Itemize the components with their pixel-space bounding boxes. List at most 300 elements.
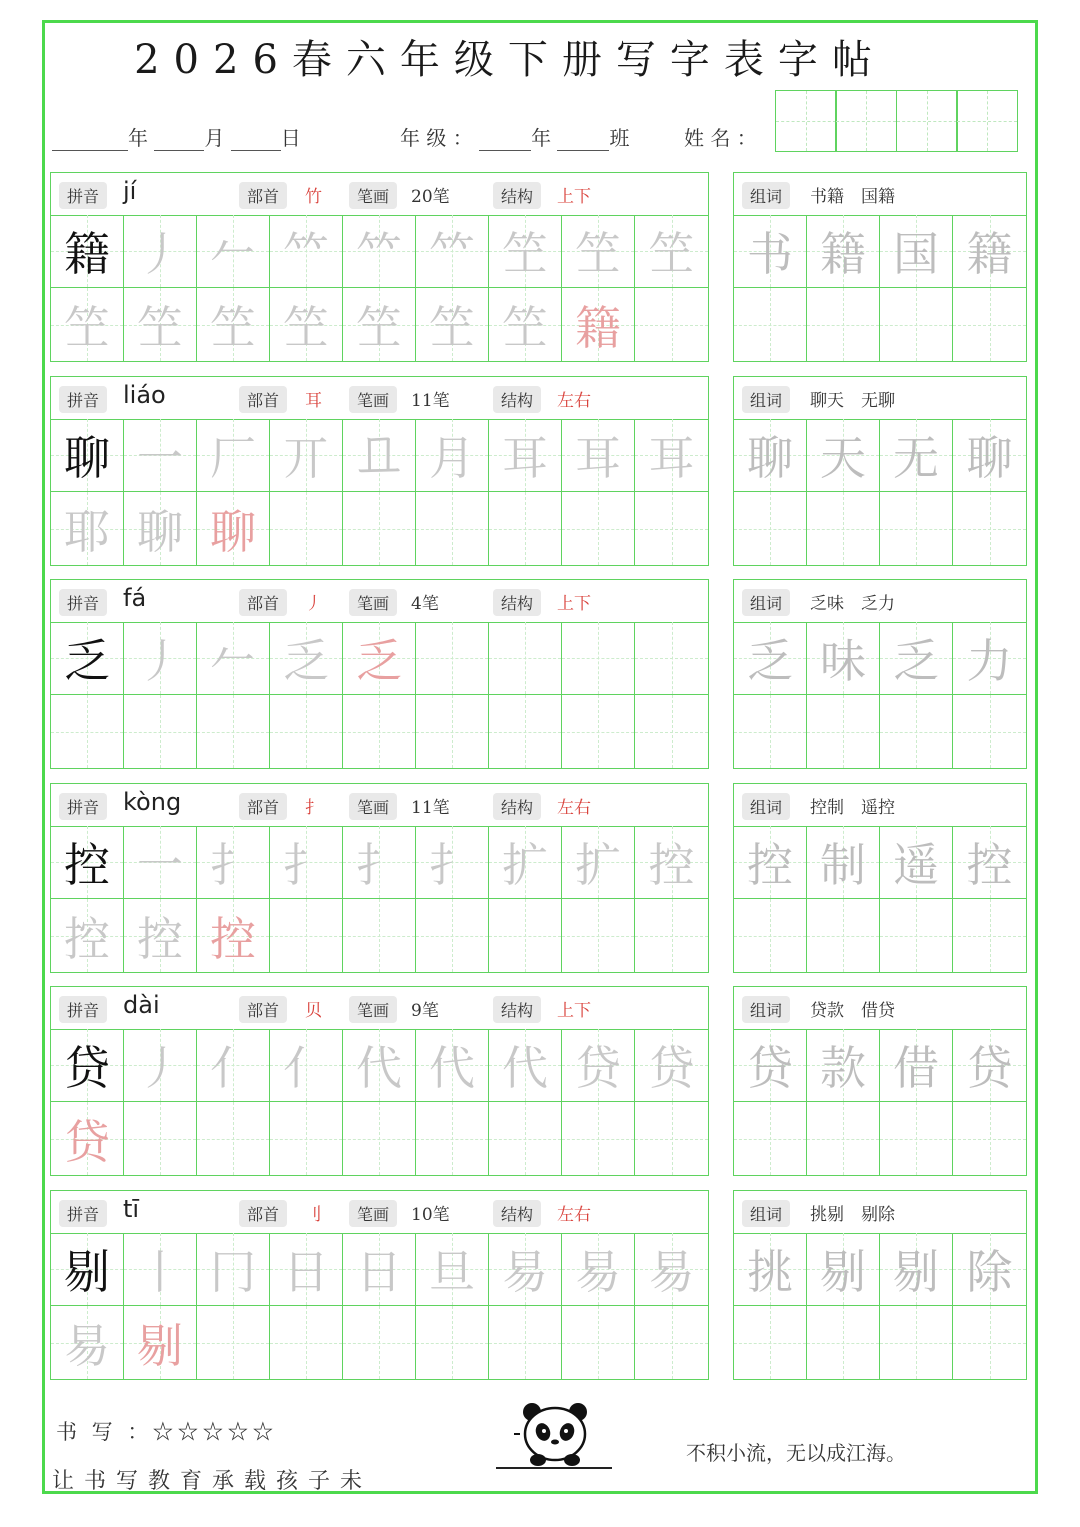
name-cell[interactable] <box>896 90 958 152</box>
cell-char: 冂 <box>210 1245 256 1299</box>
word-trace-cell[interactable] <box>807 826 880 899</box>
stroke-order-cell[interactable] <box>124 826 197 899</box>
cell-char: 一 <box>137 838 183 892</box>
cell-char: 剔 <box>893 1245 939 1299</box>
char-info-header <box>51 377 708 420</box>
char-practice-box <box>50 783 709 973</box>
stroke-order-cell[interactable] <box>51 1306 124 1379</box>
day-label: 日 <box>280 126 301 150</box>
cell-char: 笁 <box>648 227 695 281</box>
radical-tag: 部首 <box>239 589 287 616</box>
day-blank[interactable] <box>231 130 281 151</box>
word-trace-cell[interactable] <box>807 419 880 492</box>
word-trace-cell[interactable] <box>734 419 807 492</box>
cell-char: 笁 <box>137 300 183 355</box>
cell-char: 籍 <box>64 227 110 281</box>
word-header <box>734 1191 1026 1234</box>
structure-value: 左右 <box>557 1205 591 1225</box>
writing-rating: 书 写 ：☆☆☆☆☆ <box>56 1420 278 1444</box>
blank-practice-cell[interactable] <box>562 1306 635 1379</box>
blank-practice-cell[interactable] <box>635 1102 708 1175</box>
stroke-order-cell[interactable] <box>343 288 416 361</box>
char-info-header <box>51 784 708 827</box>
blank-word-cell[interactable] <box>880 288 953 361</box>
blank-practice-cell[interactable] <box>343 1102 416 1175</box>
cell-char: 耳 <box>648 431 695 485</box>
structure-value: 上下 <box>557 187 591 207</box>
blank-practice-cell[interactable] <box>343 695 416 768</box>
stroke-order-cell[interactable] <box>416 288 489 361</box>
blank-practice-cell[interactable] <box>562 622 635 695</box>
structure-tag: 结构 <box>493 793 541 820</box>
stroke-order-cell[interactable] <box>562 215 635 288</box>
cell-char: 籍 <box>575 300 621 355</box>
words-tag: 组词 <box>742 793 790 820</box>
stroke-order-cell[interactable] <box>197 419 270 492</box>
words-tag: 组词 <box>742 1200 790 1227</box>
cell-char: 代 <box>429 1041 475 1095</box>
word-trace-cell[interactable] <box>880 622 953 695</box>
blank-word-cell[interactable] <box>734 288 807 361</box>
strokes-value: 10笔 <box>411 1205 450 1225</box>
cell-char: 易 <box>648 1245 695 1299</box>
blank-word-cell[interactable] <box>953 695 1026 768</box>
model-char[interactable] <box>51 215 124 288</box>
strokes-tag: 笔画 <box>349 182 397 209</box>
blank-practice-cell[interactable] <box>270 899 343 972</box>
cell-char: 贷 <box>575 1041 621 1095</box>
stroke-order-cell[interactable] <box>124 622 197 695</box>
class-blank[interactable] <box>557 130 609 151</box>
stroke-order-cell[interactable] <box>489 826 562 899</box>
cell-char: 聊 <box>210 504 256 559</box>
blank-practice-cell[interactable] <box>562 695 635 768</box>
cell-char: 国 <box>893 227 939 281</box>
stroke-order-cell[interactable] <box>51 899 124 972</box>
stroke-order-cell[interactable] <box>197 826 270 899</box>
blank-practice-cell[interactable] <box>416 1306 489 1379</box>
blank-practice-cell[interactable] <box>635 288 708 361</box>
pinyin-value: jí <box>123 177 137 205</box>
blank-word-cell[interactable] <box>807 899 880 972</box>
cell-char: 笁 <box>502 227 548 281</box>
structure-value: 左右 <box>557 798 591 818</box>
word-trace-cell[interactable] <box>734 1029 807 1102</box>
model-char[interactable] <box>51 826 124 899</box>
motto: 不积小流，无以成江海。 <box>686 1441 906 1465</box>
strokes-tag: 笔画 <box>349 1200 397 1227</box>
stroke-order-cell[interactable] <box>197 899 270 972</box>
structure-value: 左右 <box>557 391 591 411</box>
cell-char: 遥 <box>893 838 939 892</box>
blank-word-cell[interactable] <box>807 1102 880 1175</box>
word-trace-cell[interactable] <box>953 1233 1026 1306</box>
cell-char: 贷 <box>747 1041 793 1095</box>
blank-word-cell[interactable] <box>734 1306 807 1379</box>
word-trace-cell[interactable] <box>807 1029 880 1102</box>
month-blank[interactable] <box>154 130 204 151</box>
structure-tag: 结构 <box>493 182 541 209</box>
blank-practice-cell[interactable] <box>489 622 562 695</box>
blank-word-cell[interactable] <box>734 695 807 768</box>
blank-practice-cell[interactable] <box>51 695 124 768</box>
blank-practice-cell[interactable] <box>489 899 562 972</box>
cell-char: 笁 <box>429 300 475 355</box>
pinyin-tag: 拼音 <box>59 793 107 820</box>
structure-tag: 结构 <box>493 589 541 616</box>
stroke-order-cell[interactable] <box>489 1233 562 1306</box>
grade-year-label: 年 <box>531 126 552 150</box>
char-practice-box <box>50 376 709 566</box>
stroke-order-cell[interactable] <box>124 419 197 492</box>
stroke-order-cell[interactable] <box>416 1233 489 1306</box>
strokes-tag: 笔画 <box>349 386 397 413</box>
word-trace-cell[interactable] <box>807 215 880 288</box>
stroke-order-cell[interactable] <box>562 419 635 492</box>
stroke-order-cell[interactable] <box>124 1029 197 1102</box>
panda-icon <box>494 1398 614 1470</box>
blank-practice-cell[interactable] <box>635 899 708 972</box>
grade-year-blank[interactable] <box>479 130 531 151</box>
cell-char: 籍 <box>966 227 1013 281</box>
blank-practice-cell[interactable] <box>270 1102 343 1175</box>
word-trace-cell[interactable] <box>807 622 880 695</box>
structure-tag: 结构 <box>493 1200 541 1227</box>
cell-char: 代 <box>356 1041 402 1095</box>
stroke-order-cell[interactable] <box>197 215 270 288</box>
blank-word-cell[interactable] <box>953 1306 1026 1379</box>
stroke-order-cell[interactable] <box>489 419 562 492</box>
blank-word-cell[interactable] <box>734 1102 807 1175</box>
strokes-value: 11笔 <box>411 798 450 818</box>
cell-char: 丨 <box>137 1245 183 1299</box>
blank-practice-cell[interactable] <box>635 695 708 768</box>
radical-tag: 部首 <box>239 182 287 209</box>
word-trace-cell[interactable] <box>953 419 1026 492</box>
radical-value: 刂 <box>305 1205 322 1225</box>
strokes-tag: 笔画 <box>349 589 397 616</box>
structure-tag: 结构 <box>493 386 541 413</box>
grade-line <box>400 122 629 151</box>
blank-practice-cell[interactable] <box>197 1306 270 1379</box>
cell-char: 挑 <box>747 1245 793 1299</box>
pinyin-tag: 拼音 <box>59 996 107 1023</box>
cell-char: 控 <box>648 838 695 892</box>
blank-practice-cell[interactable] <box>416 695 489 768</box>
stroke-order-cell[interactable] <box>51 1102 124 1175</box>
word-grid <box>734 1029 1026 1175</box>
stroke-order-cell[interactable] <box>343 622 416 695</box>
blank-practice-cell[interactable] <box>489 695 562 768</box>
strokes-value: 11笔 <box>411 391 450 411</box>
blank-word-cell[interactable] <box>807 695 880 768</box>
stroke-order-cell[interactable] <box>124 215 197 288</box>
blank-word-cell[interactable] <box>880 492 953 565</box>
blank-word-cell[interactable] <box>734 899 807 972</box>
word-trace-cell[interactable] <box>734 622 807 695</box>
words-tag: 组词 <box>742 182 790 209</box>
cell-char: 聊 <box>966 431 1013 485</box>
cell-char: 耳 <box>575 431 621 485</box>
cell-char: 丌 <box>283 431 329 485</box>
stroke-order-cell[interactable] <box>270 288 343 361</box>
cell-char: 剔 <box>820 1245 866 1299</box>
cell-char: 丿 <box>137 634 183 688</box>
cell-char: 笁 <box>210 300 256 355</box>
name-cell[interactable] <box>775 90 837 152</box>
model-char[interactable] <box>51 1233 124 1306</box>
blank-practice-cell[interactable] <box>416 492 489 565</box>
word-trace-cell[interactable] <box>880 1233 953 1306</box>
stroke-order-cell[interactable] <box>124 492 197 565</box>
name-cell[interactable] <box>956 90 1018 152</box>
radical-value: 竹 <box>305 187 322 207</box>
word-practice-box <box>733 172 1027 362</box>
word-trace-cell[interactable] <box>734 1233 807 1306</box>
blank-word-cell[interactable] <box>807 492 880 565</box>
cell-char: 款 <box>820 1041 866 1095</box>
word-trace-cell[interactable] <box>734 215 807 288</box>
word-grid <box>734 215 1026 361</box>
stroke-order-cell[interactable] <box>124 288 197 361</box>
blank-practice-cell[interactable] <box>635 622 708 695</box>
words-tag: 组词 <box>742 589 790 616</box>
char-practice-box <box>50 579 709 769</box>
practice-grid <box>51 419 708 565</box>
stroke-order-cell[interactable] <box>197 1233 270 1306</box>
word-practice-box <box>733 376 1027 566</box>
year-label: 年 <box>128 126 148 150</box>
cell-char: 丿 <box>137 1041 183 1095</box>
word-practice-box <box>733 986 1027 1176</box>
stroke-order-cell[interactable] <box>416 419 489 492</box>
cell-char: 聊 <box>137 504 183 559</box>
cell-char: 力 <box>966 634 1013 688</box>
blank-practice-cell[interactable] <box>489 1102 562 1175</box>
page-title: 2026春六年级下册写字表字帖 <box>134 37 886 83</box>
cell-char: 控 <box>966 838 1013 892</box>
blank-practice-cell[interactable] <box>270 1306 343 1379</box>
stroke-order-cell[interactable] <box>635 1233 708 1306</box>
stroke-order-cell[interactable] <box>343 1233 416 1306</box>
blank-word-cell[interactable] <box>880 1102 953 1175</box>
cell-char: 𥫗 <box>429 227 475 281</box>
blank-word-cell[interactable] <box>880 695 953 768</box>
stroke-order-cell[interactable] <box>124 1233 197 1306</box>
cell-char: 控 <box>747 838 793 892</box>
radical-tag: 部首 <box>239 793 287 820</box>
word-trace-cell[interactable] <box>880 826 953 899</box>
blank-word-cell[interactable] <box>734 492 807 565</box>
stroke-order-cell[interactable] <box>270 1233 343 1306</box>
stroke-order-cell[interactable] <box>343 419 416 492</box>
cell-char: 一 <box>137 431 183 485</box>
stroke-order-cell[interactable] <box>343 1029 416 1102</box>
structure-tag: 结构 <box>493 996 541 1023</box>
cell-char: 乏 <box>64 634 110 688</box>
cell-char: 控 <box>64 911 110 966</box>
char-info-header <box>51 173 708 216</box>
blank-word-cell[interactable] <box>880 1306 953 1379</box>
word-trace-cell[interactable] <box>734 826 807 899</box>
blank-word-cell[interactable] <box>807 1306 880 1379</box>
cell-char: 𥫗 <box>356 227 402 281</box>
cell-char: 扌 <box>283 838 329 892</box>
blank-practice-cell[interactable] <box>635 1306 708 1379</box>
name-cell[interactable] <box>835 90 897 152</box>
cell-char: 笁 <box>502 300 548 355</box>
word-practice-box <box>733 1190 1027 1380</box>
word-header <box>734 173 1026 216</box>
blank-word-cell[interactable] <box>807 288 880 361</box>
stroke-order-cell[interactable] <box>416 1029 489 1102</box>
stroke-order-cell[interactable] <box>270 419 343 492</box>
words-value: 挑剔 剔除 <box>810 1205 895 1225</box>
stroke-order-cell[interactable] <box>562 1029 635 1102</box>
cell-char: 扩 <box>502 838 548 892</box>
model-char[interactable] <box>51 1029 124 1102</box>
word-trace-cell[interactable] <box>953 1029 1026 1102</box>
stroke-order-cell[interactable] <box>270 215 343 288</box>
char-practice-box <box>50 986 709 1176</box>
blank-word-cell[interactable] <box>953 1102 1026 1175</box>
words-tag: 组词 <box>742 386 790 413</box>
model-char[interactable] <box>51 622 124 695</box>
stroke-order-cell[interactable] <box>562 826 635 899</box>
year-blank[interactable] <box>52 130 128 151</box>
stroke-order-cell[interactable] <box>270 826 343 899</box>
radical-value: 丿 <box>305 594 322 614</box>
strokes-tag: 笔画 <box>349 793 397 820</box>
cell-char: 笁 <box>283 300 329 355</box>
pinyin-tag: 拼音 <box>59 386 107 413</box>
strokes-value: 9笔 <box>411 1001 439 1021</box>
practice-grid <box>51 826 708 972</box>
word-trace-cell[interactable] <box>953 215 1026 288</box>
pinyin-value: tī <box>123 1195 140 1223</box>
stroke-order-cell[interactable] <box>416 215 489 288</box>
blank-practice-cell[interactable] <box>416 899 489 972</box>
blank-practice-cell[interactable] <box>270 695 343 768</box>
stroke-order-cell[interactable] <box>635 1029 708 1102</box>
radical-value: 耳 <box>305 391 322 411</box>
stroke-order-cell[interactable] <box>635 215 708 288</box>
cell-char: 亻 <box>210 1041 256 1095</box>
radical-value: 扌 <box>305 798 322 818</box>
blank-practice-cell[interactable] <box>489 1306 562 1379</box>
stroke-order-cell[interactable] <box>51 492 124 565</box>
blank-practice-cell[interactable] <box>124 1102 197 1175</box>
stroke-order-cell[interactable] <box>197 1029 270 1102</box>
blank-practice-cell[interactable] <box>197 695 270 768</box>
stroke-order-cell[interactable] <box>562 1233 635 1306</box>
blank-practice-cell[interactable] <box>416 622 489 695</box>
stroke-order-cell[interactable] <box>562 288 635 361</box>
cell-char: 除 <box>966 1245 1013 1299</box>
word-trace-cell[interactable] <box>880 1029 953 1102</box>
stroke-order-cell[interactable] <box>343 826 416 899</box>
blank-word-cell[interactable] <box>953 899 1026 972</box>
word-header <box>734 784 1026 827</box>
stroke-order-cell[interactable] <box>489 288 562 361</box>
stroke-order-cell[interactable] <box>270 1029 343 1102</box>
practice-grid <box>51 1233 708 1379</box>
cell-char: 剔 <box>64 1245 110 1299</box>
word-trace-cell[interactable] <box>880 419 953 492</box>
blank-word-cell[interactable] <box>880 899 953 972</box>
stroke-order-cell[interactable] <box>124 1306 197 1379</box>
words-tag: 组词 <box>742 996 790 1023</box>
stroke-order-cell[interactable] <box>635 419 708 492</box>
model-char[interactable] <box>51 419 124 492</box>
blank-practice-cell[interactable] <box>635 492 708 565</box>
char-practice-box <box>50 1190 709 1380</box>
blank-practice-cell[interactable] <box>124 695 197 768</box>
cell-char: 𥫗 <box>283 227 329 281</box>
blank-practice-cell[interactable] <box>562 899 635 972</box>
stroke-order-cell[interactable] <box>343 215 416 288</box>
cell-char: 控 <box>210 911 256 966</box>
cell-char: 笁 <box>64 300 110 355</box>
stroke-order-cell[interactable] <box>489 215 562 288</box>
blank-word-cell[interactable] <box>953 492 1026 565</box>
cell-char: 控 <box>64 838 110 892</box>
stroke-order-cell[interactable] <box>197 622 270 695</box>
stroke-order-cell[interactable] <box>197 288 270 361</box>
blank-practice-cell[interactable] <box>343 899 416 972</box>
word-trace-cell[interactable] <box>953 622 1026 695</box>
blank-practice-cell[interactable] <box>416 1102 489 1175</box>
cell-char: 天 <box>820 431 866 485</box>
stroke-order-cell[interactable] <box>489 1029 562 1102</box>
blank-practice-cell[interactable] <box>343 492 416 565</box>
stroke-order-cell[interactable] <box>51 288 124 361</box>
blank-practice-cell[interactable] <box>489 492 562 565</box>
structure-value: 上下 <box>557 1001 591 1021</box>
radical-tag: 部首 <box>239 1200 287 1227</box>
cell-char: 乏 <box>893 634 939 688</box>
blank-practice-cell[interactable] <box>270 492 343 565</box>
blank-practice-cell[interactable] <box>562 1102 635 1175</box>
blank-word-cell[interactable] <box>953 288 1026 361</box>
word-trace-cell[interactable] <box>880 215 953 288</box>
stroke-order-cell[interactable] <box>270 622 343 695</box>
cell-char: 日 <box>356 1245 402 1299</box>
stroke-order-cell[interactable] <box>416 826 489 899</box>
cell-char: 乏 <box>747 634 793 688</box>
cell-char: 𠀃 <box>356 427 402 482</box>
month-label: 月 <box>204 126 225 150</box>
pinyin-tag: 拼音 <box>59 589 107 616</box>
blank-practice-cell[interactable] <box>562 492 635 565</box>
stroke-order-cell[interactable] <box>635 826 708 899</box>
radical-tag: 部首 <box>239 996 287 1023</box>
cell-char: 控 <box>137 911 183 966</box>
word-trace-cell[interactable] <box>807 1233 880 1306</box>
words-value: 贷款 借贷 <box>810 1001 895 1021</box>
practice-grid <box>51 622 708 768</box>
stroke-order-cell[interactable] <box>124 899 197 972</box>
cell-char: 扌 <box>210 838 256 892</box>
cell-char: 𠂉 <box>210 227 256 281</box>
stroke-order-cell[interactable] <box>197 492 270 565</box>
char-info-header <box>51 987 708 1030</box>
blank-practice-cell[interactable] <box>197 1102 270 1175</box>
cell-char: 耳 <box>502 431 548 485</box>
radical-value: 贝 <box>305 1001 322 1021</box>
blank-practice-cell[interactable] <box>343 1306 416 1379</box>
word-trace-cell[interactable] <box>953 826 1026 899</box>
